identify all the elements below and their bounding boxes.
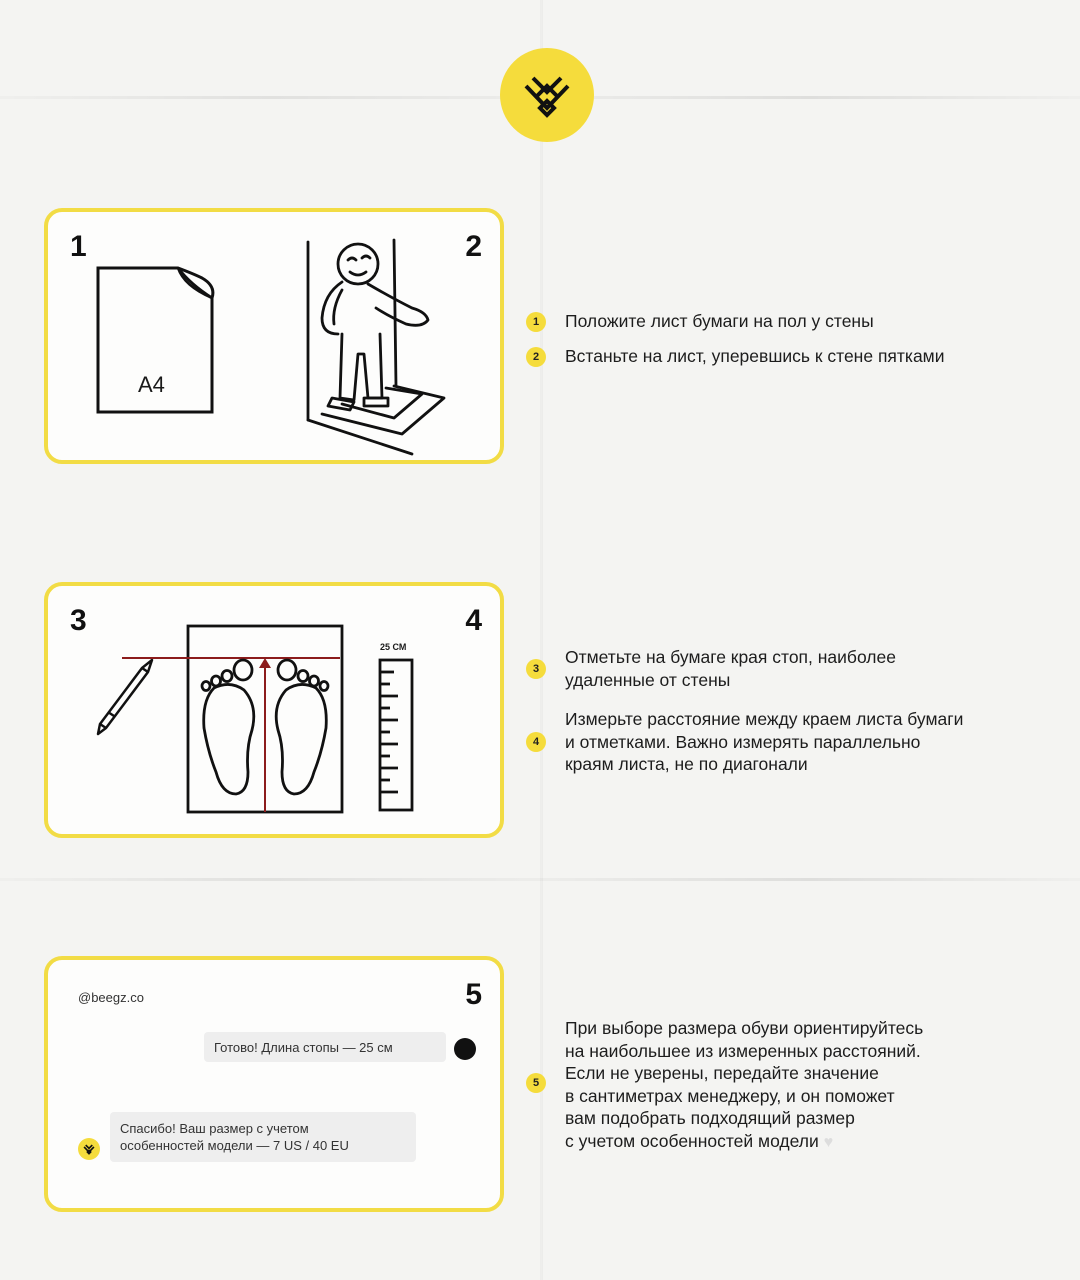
bot-avatar-logo-icon xyxy=(78,1138,100,1160)
step-text-line: с учетом особенностей модели xyxy=(565,1130,819,1151)
ruler-label: 25 СМ xyxy=(380,642,407,652)
step-number: 1 xyxy=(70,230,87,263)
step-badge: 3 xyxy=(526,659,546,679)
step-text-line: Отметьте на бумаге края стоп, наиболее xyxy=(565,647,896,667)
step-number: 2 xyxy=(465,230,482,263)
step-text-line: Если не уверены, передайте значение xyxy=(565,1063,879,1083)
instruction-step-3 xyxy=(526,646,1065,691)
instruction-step-4 xyxy=(526,708,1065,776)
step-text-line: краям листа, не по диагонали xyxy=(565,754,808,774)
heart-icon: ♥ xyxy=(823,1133,834,1151)
instruction-card-1 xyxy=(44,208,504,464)
instruction-step-1 xyxy=(526,310,1065,333)
instruction-step-5 xyxy=(526,1017,1065,1154)
chat-message-user: Готово! Длина стопы — 25 см xyxy=(204,1032,446,1062)
step-badge: 5 xyxy=(526,1073,546,1093)
step-text-line: на наибольшее из измеренных расстояний. xyxy=(565,1040,921,1061)
step-text-line: При выборе размера обуви ориентируйтесь xyxy=(565,1018,924,1038)
step-text: Положите лист бумаги на пол у стены xyxy=(565,311,874,331)
chat-message-line: особенностей модели — 7 US / 40 EU xyxy=(120,1138,349,1153)
instruction-card-3-chat xyxy=(44,956,504,1212)
chat-handle: @beegz.co xyxy=(78,990,144,1005)
person-standing-illustration xyxy=(302,238,462,458)
paper-sheet-icon xyxy=(94,264,224,424)
step-number: 3 xyxy=(70,604,87,637)
step-text-line: Измерьте расстояние между краем листа бумаги xyxy=(565,709,964,729)
instruction-card-2 xyxy=(44,582,504,838)
step-text-line: удаленные от стены xyxy=(565,669,731,690)
step-text: Встаньте на лист, уперевшись к стене пятками xyxy=(565,346,945,366)
step-text-line: вам подобрать подходящий размер xyxy=(565,1108,855,1128)
step-text-line: и отметками. Важно измерять параллельно xyxy=(565,731,921,752)
step-text-line: в сантиметрах менеджеру, и он поможет xyxy=(565,1085,895,1106)
chat-message-line: Спасибо! Ваш размер с учетом xyxy=(120,1121,309,1136)
step-badge: 1 xyxy=(526,312,546,332)
step-number: 5 xyxy=(465,978,482,1011)
chat-message-bot xyxy=(110,1112,416,1162)
instruction-step-2 xyxy=(526,345,1065,368)
user-avatar xyxy=(454,1038,476,1060)
feet-on-paper-illustration xyxy=(118,622,498,822)
step-badge: 2 xyxy=(526,347,546,367)
paper-label: A4 xyxy=(138,372,165,397)
beegz-logo-icon xyxy=(500,48,594,142)
step-number: 4 xyxy=(465,604,482,637)
step-badge: 4 xyxy=(526,732,546,752)
